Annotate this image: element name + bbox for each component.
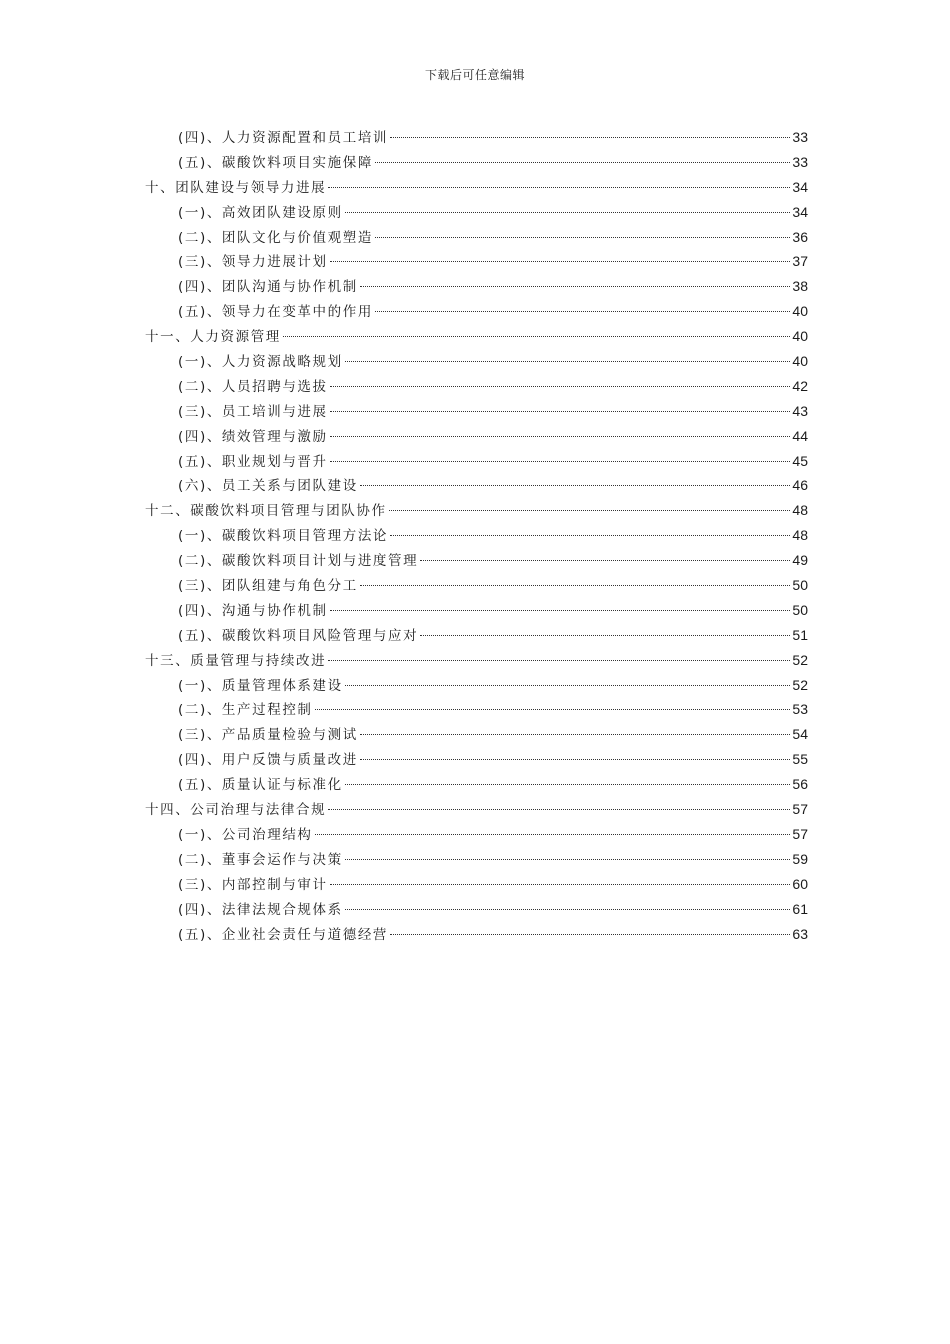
toc-entry[interactable] <box>145 573 808 598</box>
toc-entry-title: (二)、团队文化与价值观塑造 <box>178 229 373 246</box>
toc-dot-leader <box>390 137 790 138</box>
toc-entry-title: (四)、沟通与协作机制 <box>178 602 328 619</box>
toc-entry-title: (四)、绩效管理与激励 <box>178 428 328 445</box>
toc-entry-title: (一)、碳酸饮料项目管理方法论 <box>178 528 389 545</box>
toc-dot-leader <box>330 411 791 412</box>
toc-entry-page-number: 44 <box>792 427 808 444</box>
toc-entry-page-number: 42 <box>792 377 808 394</box>
toc-entry-title: (四)、用户反馈与质量改进 <box>178 752 358 769</box>
toc-entry-title: 十四、公司治理与法律合规 <box>145 802 327 819</box>
toc-dot-leader <box>345 784 791 785</box>
toc-entry-title: 十二、碳酸饮料项目管理与团队协作 <box>145 503 387 520</box>
toc-entry-page-number: 48 <box>792 502 808 519</box>
toc-entry[interactable] <box>145 922 808 947</box>
toc-entry-page-number: 43 <box>792 402 808 419</box>
toc-entry-title: (四)、团队沟通与协作机制 <box>178 279 358 296</box>
toc-entry-page-number: 52 <box>792 651 808 668</box>
toc-entry-title: (五)、企业社会责任与道德经营 <box>178 926 389 943</box>
toc-entry[interactable] <box>145 747 808 772</box>
toc-dot-leader <box>328 809 790 810</box>
toc-entry-page-number: 40 <box>792 353 808 370</box>
toc-entry-page-number: 40 <box>792 303 808 320</box>
page-header: 下载后可任意编辑 <box>424 68 525 82</box>
toc-dot-leader <box>328 187 790 188</box>
toc-entry-title: (二)、碳酸饮料项目计划与进度管理 <box>178 553 419 570</box>
toc-dot-leader <box>330 436 791 437</box>
toc-entry[interactable] <box>145 299 808 324</box>
toc-entry-page-number: 56 <box>792 776 808 793</box>
toc-entry[interactable] <box>145 673 808 698</box>
toc-entry-title: (二)、董事会运作与决策 <box>178 851 343 868</box>
toc-entry-page-number: 34 <box>792 203 808 220</box>
toc-entry[interactable] <box>145 872 808 897</box>
toc-entry[interactable] <box>145 822 808 847</box>
toc-dot-leader <box>345 361 791 362</box>
toc-entry-page-number: 60 <box>792 875 808 892</box>
toc-entry-title: (二)、生产过程控制 <box>178 702 313 719</box>
toc-entry-page-number: 52 <box>792 676 808 693</box>
toc-entry-page-number: 53 <box>792 701 808 718</box>
toc-dot-leader <box>345 859 791 860</box>
toc-dot-leader <box>345 685 791 686</box>
toc-entry-title: (三)、团队组建与角色分工 <box>178 578 358 595</box>
toc-entry-page-number: 50 <box>792 601 808 618</box>
toc-entry-title: (四)、法律法规合规体系 <box>178 901 343 918</box>
toc-entry[interactable] <box>145 623 808 648</box>
toc-dot-leader <box>330 884 791 885</box>
toc-entry-page-number: 37 <box>792 253 808 270</box>
toc-entry-page-number: 38 <box>792 278 808 295</box>
toc-entry-title: (三)、领导力进展计划 <box>178 254 328 271</box>
toc-entry-page-number: 50 <box>792 577 808 594</box>
toc-entry-title: (一)、公司治理结构 <box>178 826 313 843</box>
toc-entry[interactable] <box>145 274 808 299</box>
toc-entry-page-number: 33 <box>792 153 808 170</box>
toc-dot-leader <box>330 610 791 611</box>
toc-entry[interactable] <box>145 847 808 872</box>
toc-entry-title: (一)、人力资源战略规划 <box>178 354 343 371</box>
toc-dot-leader <box>420 560 790 561</box>
toc-dot-leader <box>389 510 791 511</box>
toc-entry-page-number: 63 <box>792 925 808 942</box>
toc-entry-page-number: 34 <box>792 178 808 195</box>
toc-entry-title: (五)、领导力在变革中的作用 <box>178 304 373 321</box>
toc-entry[interactable] <box>145 548 808 573</box>
toc-dot-leader <box>360 485 791 486</box>
toc-entry-page-number: 55 <box>792 751 808 768</box>
toc-entry[interactable] <box>145 225 808 250</box>
toc-entry-page-number: 40 <box>792 328 808 345</box>
toc-entry[interactable] <box>145 722 808 747</box>
toc-entry[interactable] <box>145 772 808 797</box>
toc-entry[interactable] <box>145 648 808 673</box>
toc-entry-title: (五)、职业规划与晋升 <box>178 453 328 470</box>
toc-entry-title: (四)、人力资源配置和员工培训 <box>178 130 389 146</box>
toc-entry-page-number: 57 <box>792 801 808 818</box>
toc-entry-title: (三)、员工培训与进展 <box>178 403 328 420</box>
toc-dot-leader <box>330 461 791 462</box>
toc-entry-page-number: 36 <box>792 228 808 245</box>
toc-entry[interactable] <box>145 374 808 399</box>
toc-entry-page-number: 45 <box>792 452 808 469</box>
toc-entry[interactable] <box>145 349 808 374</box>
toc-dot-leader <box>345 909 791 910</box>
toc-entry-page-number: 46 <box>792 477 808 494</box>
table-of-contents <box>145 125 808 946</box>
toc-entry-title: (三)、内部控制与审计 <box>178 876 328 893</box>
toc-dot-leader <box>315 709 791 710</box>
toc-dot-leader <box>375 311 790 312</box>
toc-entry[interactable] <box>145 150 808 175</box>
toc-entry-title: (一)、质量管理体系建设 <box>178 677 343 694</box>
toc-entry-title: 十三、质量管理与持续改进 <box>145 652 327 669</box>
toc-entry-page-number: 33 <box>792 129 808 145</box>
toc-entry[interactable] <box>145 175 808 200</box>
toc-entry[interactable] <box>145 200 808 225</box>
toc-dot-leader <box>375 162 790 163</box>
toc-entry[interactable] <box>145 473 808 498</box>
toc-entry[interactable] <box>145 797 808 822</box>
toc-entry[interactable] <box>145 598 808 623</box>
toc-entry-title: 十、团队建设与领导力进展 <box>145 179 327 196</box>
toc-entry-page-number: 54 <box>792 726 808 743</box>
toc-entry[interactable] <box>145 125 808 150</box>
toc-dot-leader <box>330 386 791 387</box>
toc-entry[interactable] <box>145 424 808 449</box>
toc-entry[interactable] <box>145 249 808 274</box>
toc-entry-title: (五)、碳酸饮料项目实施保障 <box>178 154 373 171</box>
toc-entry[interactable] <box>145 897 808 922</box>
toc-entry-page-number: 51 <box>792 626 808 643</box>
toc-dot-leader <box>345 212 791 213</box>
toc-dot-leader <box>283 336 791 337</box>
toc-dot-leader <box>420 635 790 636</box>
toc-entry-title: (六)、员工关系与团队建设 <box>178 478 358 495</box>
toc-entry-title: (二)、人员招聘与选拔 <box>178 378 328 395</box>
toc-entry-page-number: 57 <box>792 825 808 842</box>
toc-entry-page-number: 59 <box>792 850 808 867</box>
toc-dot-leader <box>315 834 791 835</box>
toc-entry[interactable] <box>145 449 808 474</box>
toc-dot-leader <box>328 660 790 661</box>
toc-dot-leader <box>375 237 790 238</box>
toc-entry-title: (五)、质量认证与标准化 <box>178 777 343 794</box>
toc-dot-leader <box>360 734 791 735</box>
toc-entry[interactable] <box>145 498 808 523</box>
toc-entry[interactable] <box>145 697 808 722</box>
toc-entry-title: (五)、碳酸饮料项目风险管理与应对 <box>178 627 419 644</box>
toc-entry-title: (三)、产品质量检验与测试 <box>178 727 358 744</box>
toc-entry-title: (一)、高效团队建设原则 <box>178 204 343 221</box>
toc-entry-page-number: 48 <box>792 527 808 544</box>
toc-entry[interactable] <box>145 399 808 424</box>
toc-dot-leader <box>360 585 791 586</box>
toc-dot-leader <box>390 934 790 935</box>
toc-dot-leader <box>360 759 791 760</box>
toc-entry[interactable] <box>145 324 808 349</box>
toc-entry-page-number: 61 <box>792 900 808 917</box>
toc-entry[interactable] <box>145 523 808 548</box>
toc-dot-leader <box>330 261 791 262</box>
toc-dot-leader <box>390 535 790 536</box>
toc-dot-leader <box>360 286 791 287</box>
toc-entry-page-number: 49 <box>792 552 808 569</box>
toc-entry-title: 十一、人力资源管理 <box>145 329 281 346</box>
